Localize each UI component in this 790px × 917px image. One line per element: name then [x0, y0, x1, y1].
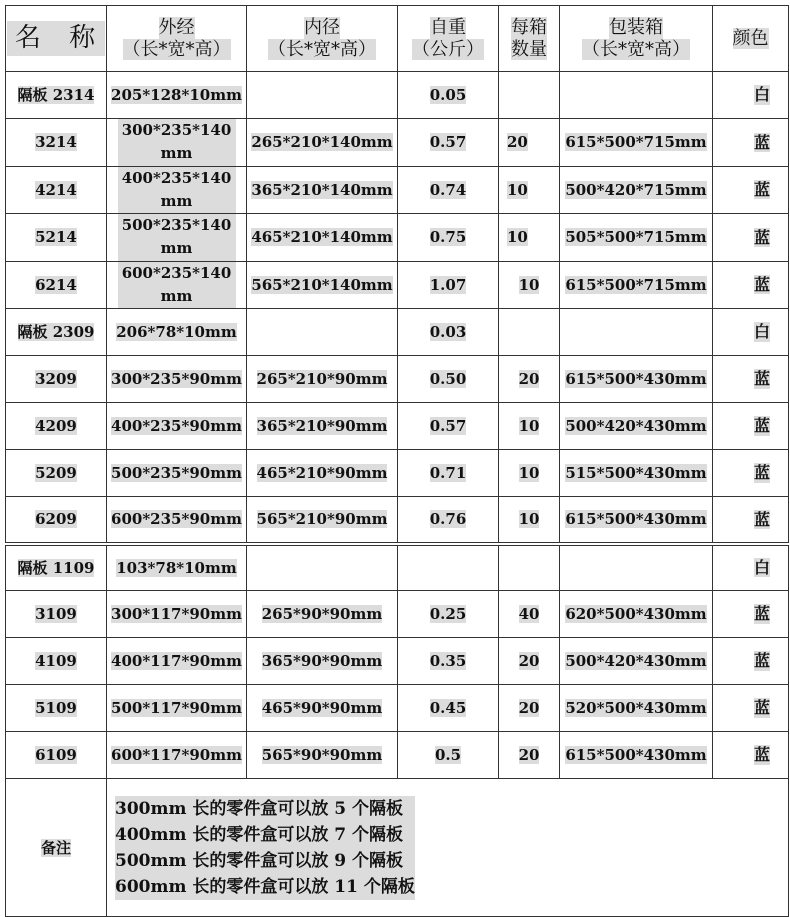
- cell-color: 蓝: [713, 638, 789, 685]
- header-color: 颜色: [713, 6, 789, 72]
- cell-qty: [499, 309, 560, 356]
- cell-inner: 565*90*90mm: [247, 732, 398, 779]
- cell-name: 5109: [6, 685, 107, 732]
- table-row: [6, 685, 789, 732]
- cell-name: 隔板 2309: [6, 309, 107, 356]
- cell-qty: 10: [499, 261, 560, 309]
- cell-weight: 0.57: [398, 119, 499, 167]
- cell-color: 蓝: [713, 261, 789, 309]
- cell-box: 500*420*715mm: [560, 166, 713, 214]
- cell-color: 蓝: [713, 685, 789, 732]
- cell-box: 500*420*430mm: [560, 638, 713, 685]
- cell-inner: 465*90*90mm: [247, 685, 398, 732]
- table-row: [6, 732, 789, 779]
- cell-name: 6109: [6, 732, 107, 779]
- cell-inner: 365*210*90mm: [247, 403, 398, 450]
- cell-qty: 20: [499, 119, 560, 167]
- cell-color: 蓝: [713, 450, 789, 497]
- table-row: [6, 591, 789, 638]
- table-row: [6, 261, 789, 309]
- cell-outer: 600*117*90mm: [107, 732, 247, 779]
- cell-inner: 265*90*90mm: [247, 591, 398, 638]
- cell-name: 3214: [6, 119, 107, 167]
- cell-weight: 0.35: [398, 638, 499, 685]
- header-row: [6, 6, 789, 72]
- table-row: [6, 497, 789, 544]
- cell-inner: 265*210*140mm: [247, 119, 398, 167]
- cell-qty: [499, 72, 560, 119]
- cell-box: 615*500*715mm: [560, 119, 713, 167]
- cell-qty: 10: [499, 497, 560, 544]
- cell-color: 蓝: [713, 591, 789, 638]
- cell-inner: 465*210*90mm: [247, 450, 398, 497]
- table-row: [6, 72, 789, 119]
- cell-inner: 365*210*140mm: [247, 166, 398, 214]
- cell-weight: [398, 544, 499, 591]
- cell-outer: 300*235*90mm: [107, 356, 247, 403]
- cell-inner: 365*90*90mm: [247, 638, 398, 685]
- cell-qty: 40: [499, 591, 560, 638]
- cell-box: 615*500*430mm: [560, 356, 713, 403]
- cell-box: 515*500*430mm: [560, 450, 713, 497]
- cell-outer: 400*235*90mm: [107, 403, 247, 450]
- cell-weight: 0.25: [398, 591, 499, 638]
- cell-qty: 10: [499, 214, 560, 262]
- cell-color: 蓝: [713, 497, 789, 544]
- cell-inner: 565*210*140mm: [247, 261, 398, 309]
- cell-inner: 465*210*140mm: [247, 214, 398, 262]
- table-row: [6, 638, 789, 685]
- cell-box: 505*500*715mm: [560, 214, 713, 262]
- cell-color: 蓝: [713, 166, 789, 214]
- cell-name: 4214: [6, 166, 107, 214]
- cell-color: 白: [713, 544, 789, 591]
- cell-name: 3209: [6, 356, 107, 403]
- cell-name: 6209: [6, 497, 107, 544]
- cell-weight: 0.75: [398, 214, 499, 262]
- header-outer: 外经 （长*宽*高）: [107, 6, 247, 72]
- table-row: [6, 403, 789, 450]
- header-name: 名 称: [6, 6, 107, 72]
- cell-weight: 0.50: [398, 356, 499, 403]
- cell-outer: 500*117*90mm: [107, 685, 247, 732]
- cell-qty: 10: [499, 450, 560, 497]
- cell-name: 6214: [6, 261, 107, 309]
- cell-weight: 0.74: [398, 166, 499, 214]
- cell-outer: 206*78*10mm: [107, 309, 247, 356]
- header-inner: 内径 （长*宽*高）: [247, 6, 398, 72]
- remarks-lines: 300mm 长的零件盒可以放 5 个隔板 400mm 长的零件盒可以放 7 个隔板 500mm 长的零件盒可以放 9 个隔板 600mm 长的零件盒可以放 11 个隔板: [115, 796, 415, 900]
- cell-outer: 103*78*10mm: [107, 544, 247, 591]
- cell-inner: [247, 72, 398, 119]
- header-weight: 自重 （公斤）: [398, 6, 499, 72]
- cell-outer: 500*235*140mm: [107, 214, 247, 262]
- cell-name: 3109: [6, 591, 107, 638]
- table-row: [6, 119, 789, 167]
- cell-color: 蓝: [713, 214, 789, 262]
- cell-qty: [499, 544, 560, 591]
- cell-outer: 300*117*90mm: [107, 591, 247, 638]
- cell-weight: 0.76: [398, 497, 499, 544]
- cell-inner: [247, 309, 398, 356]
- table-row: [6, 214, 789, 262]
- cell-box: 520*500*430mm: [560, 685, 713, 732]
- cell-box: 615*500*430mm: [560, 497, 713, 544]
- table-row: [6, 356, 789, 403]
- cell-inner: 565*210*90mm: [247, 497, 398, 544]
- cell-box: [560, 72, 713, 119]
- cell-weight: 0.45: [398, 685, 499, 732]
- cell-color: 蓝: [713, 403, 789, 450]
- cell-inner: 265*210*90mm: [247, 356, 398, 403]
- cell-name: 隔板 1109: [6, 544, 107, 591]
- cell-box: [560, 309, 713, 356]
- remarks-label: 备注: [6, 779, 107, 917]
- cell-qty: 20: [499, 685, 560, 732]
- cell-inner: [247, 544, 398, 591]
- cell-name: 4109: [6, 638, 107, 685]
- cell-weight: 0.57: [398, 403, 499, 450]
- cell-weight: 0.5: [398, 732, 499, 779]
- spec-table: [5, 5, 789, 917]
- cell-qty: 20: [499, 638, 560, 685]
- cell-color: 白: [713, 309, 789, 356]
- cell-outer: 400*117*90mm: [107, 638, 247, 685]
- header-qty: 每箱 数量: [499, 6, 560, 72]
- cell-weight: 0.03: [398, 309, 499, 356]
- cell-weight: 1.07: [398, 261, 499, 309]
- cell-outer: 600*235*90mm: [107, 497, 247, 544]
- cell-outer: 400*235*140mm: [107, 166, 247, 214]
- remarks-row: [6, 779, 789, 917]
- cell-outer: 300*235*140mm: [107, 119, 247, 167]
- cell-name: 隔板 2314: [6, 72, 107, 119]
- cell-outer: 500*235*90mm: [107, 450, 247, 497]
- cell-color: 蓝: [713, 356, 789, 403]
- cell-box: 500*420*430mm: [560, 403, 713, 450]
- cell-weight: 0.71: [398, 450, 499, 497]
- cell-qty: 10: [499, 166, 560, 214]
- cell-qty: 20: [499, 356, 560, 403]
- cell-outer: 205*128*10mm: [107, 72, 247, 119]
- cell-weight: 0.05: [398, 72, 499, 119]
- cell-box: 620*500*430mm: [560, 591, 713, 638]
- cell-box: 615*500*430mm: [560, 732, 713, 779]
- header-box: 包装箱 （长*宽*高）: [560, 6, 713, 72]
- cell-color: 蓝: [713, 119, 789, 167]
- cell-box: [560, 544, 713, 591]
- table-row: [6, 166, 789, 214]
- cell-color: 蓝: [713, 732, 789, 779]
- table-row: [6, 309, 789, 356]
- cell-box: 615*500*715mm: [560, 261, 713, 309]
- cell-qty: 10: [499, 403, 560, 450]
- table-row: [6, 544, 789, 591]
- cell-color: 白: [713, 72, 789, 119]
- cell-outer: 600*235*140mm: [107, 261, 247, 309]
- table-row: [6, 450, 789, 497]
- cell-name: 4209: [6, 403, 107, 450]
- cell-name: 5214: [6, 214, 107, 262]
- cell-name: 5209: [6, 450, 107, 497]
- cell-qty: 20: [499, 732, 560, 779]
- remarks-content: [107, 779, 789, 917]
